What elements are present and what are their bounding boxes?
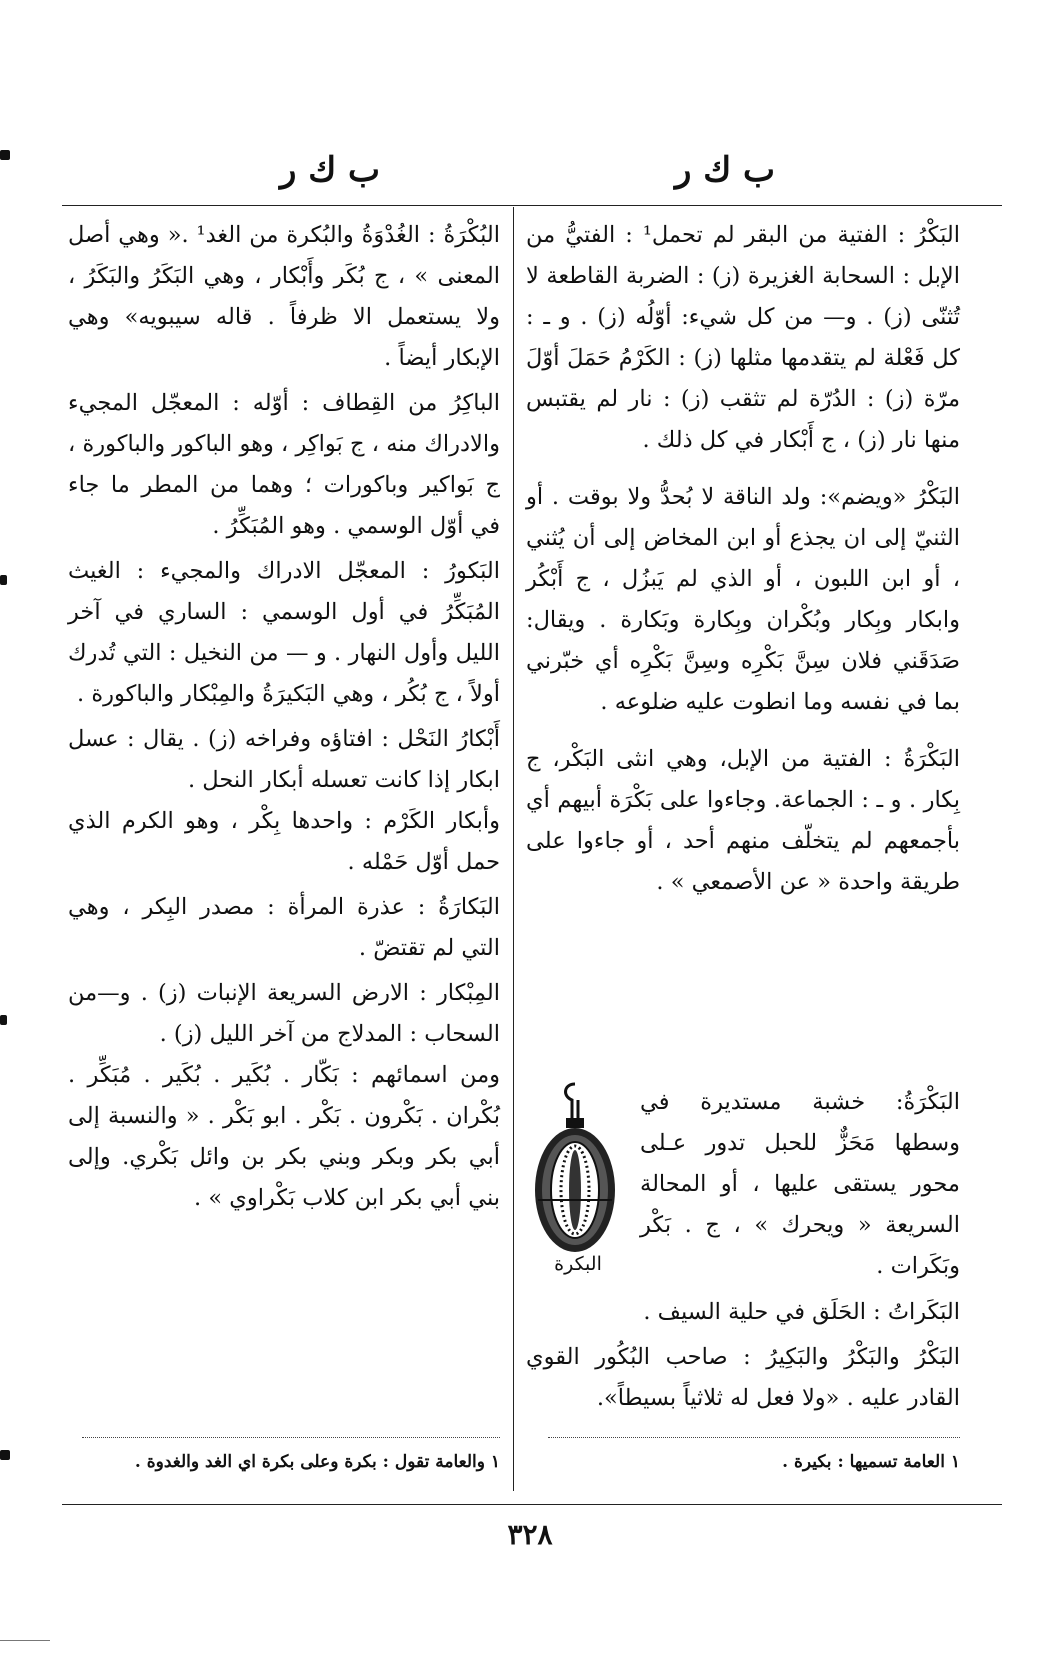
entry-bakr-2: البَكْرُ «ويضم»: ولد الناقة لا بُحدُّ ولا بوقت . أو الثنيّ إلى ان يجذع أو ابن المخاض إلى أن يُثني ، أو ابن اللبون ، أو الذي لم يَبزُل ، ج أَبْكُر وابكار وبِكار وبُكْران وبِكارة وبَكارة . ويقال: صَدَقَني فلان سِنَّ بَكْرِه وسِنَّ بَكْرِه أي خبّرني بما في نفسه وما انطوت عليه ضلوعه . xyxy=(526,484,960,715)
scan-mark xyxy=(0,1450,10,1460)
entry-abkar-nahl: أَبْكارُ النَحْل : افتاؤه وفراخه (ز) . يقال : عسل ابكار إذا كانت تعسله أبكار النحل . xyxy=(68,726,500,793)
scan-mark xyxy=(0,1015,7,1025)
entry-bakir-fruit: الباكِرُ من القِطاف : أوّله : المعجّل المجيء والادراك منه ، ج بَواكِر ، وهو الباكور والباكورة ، ج بَواكير وباكورات ؛ وهما من المطر ما جاء في أوّل الوسمي . وهو المُبَكِّرُ . xyxy=(68,390,500,539)
entry-bakr-1: البَكْرُ : الفتية من البقر لم تحمل¹ : الفتيُّ من الإبل : السحابة الغزيرة (ز) : الضربة القاطعة لا تُثنّى (ز) . و— من كل شيء: أوّلُه (ز) . و ـ : كل فَعْلة لم يتقدمها مثلها (ز) : الكَرْمُ حَمَلَ أوّلَ مرّة (ز) : الدُرّة لم تثقب (ز) : نار لم يقتبس منها نار (ز) ، ج أَبْكار في كل ذلك . xyxy=(526,222,960,453)
scan-edge-line xyxy=(0,1640,50,1641)
scan-mark xyxy=(0,575,7,585)
pulley-caption: البكرة xyxy=(554,1253,602,1275)
footnote-rule-left xyxy=(82,1437,500,1438)
header-rule xyxy=(62,205,1002,206)
entry-bakarat: البَكَراتُ : الحَلَق في حلية السيف . xyxy=(643,1299,960,1325)
right-column xyxy=(526,215,960,903)
pulley-illustration xyxy=(520,1080,630,1265)
page-number: ٣٢٨ xyxy=(507,1518,553,1551)
footnote-right: ١ العامة تسميها : بكيرة . xyxy=(782,1452,960,1472)
right-column-continued xyxy=(526,1292,960,1419)
running-header-left: ب ك ر xyxy=(279,150,381,190)
left-column xyxy=(68,215,500,1219)
entry-abkar-karm: وأبكار الكَرْم : واحدها بِكْر ، وهو الكرم الذي حمل أوّل حَمْله . xyxy=(68,808,500,875)
entry-names: ومن اسمائهم : بَكّار . بُكَير . بُكَير . مُبَكِّر . بُكْران . بَكْرون . بَكْر . ابو بَكْر . « والنسبة إلى أبي بكر وبكر وبني بكر بن وائل بَكْري. وإلى بني أبي بكر ابن كلاب بَكْراوي » . xyxy=(68,1062,500,1211)
entry-bakara: البَكارَةُ : عذرة المرأة : مصدر البِكر ، وهي التي لم تقتضّ . xyxy=(68,894,500,961)
scan-mark xyxy=(0,150,10,160)
entry-bakra-pulley: البَكْرَةُ: خشبة مستديرة في وسطها مَحَزٌّ للحبل تدور عـلى محور يستقى عليها ، أو المحالة السريعة « ويحرك » ، ج . بَكْر وبَكَرات . xyxy=(640,1089,960,1279)
running-header-right: ب ك ر xyxy=(674,150,776,190)
column-divider xyxy=(513,207,514,1491)
footnote-left: ١ والعامة تقول : بكرة وعلى بكرة اي الغد والغدوة . xyxy=(134,1452,500,1472)
entry-bakra-1: البَكْرَةُ : الفتية من الإبل، وهي انثى البَكْر، ج بِكار . و ـ : الجماعة. وجاءوا على بَكْرَة أبيهم أي بأجمعهم لم يتخلّف منهم أحد ، أو جاءوا على طريقة واحدة « عن الأصمعي » . xyxy=(526,746,960,895)
entry-bukra: البُكْرَةُ : الغُدْوَةُ والبُكرة من الغد¹ .« وهي أصل المعنى » ، ج بُكَر وأَبْكار ، وهي البَكَرُ والبَكَرُ ، ولا يستعمل الا ظرفاً . قاله سيبويه» وهي الإبكار أيضاً . xyxy=(68,222,500,371)
entry-bakur: البَكورُ : المعجّل الادراك والمجيء : الغيث المُبَكِّرُ في أول الوسمي : الساري في آخر الليل وأول النهار . و — من النخيل : التي تُدرك أولاً ، ج بُكُر ، وهي البَكيرَةُ والمِبْكار والباكورة . xyxy=(68,558,500,707)
entry-mibkar: المِبْكار : الارض السريعة الإنبات (ز) . و—من السحاب : المدلاج من آخر الليل (ز) . xyxy=(68,980,500,1047)
footer-rule xyxy=(62,1504,1002,1505)
entry-bakir: البَكْرُ والبَكْرُ والبَكِيرُ : صاحب البُكُور القوي القادر عليه . «ولا فعل له ثلاثياً بسيطاً». xyxy=(526,1344,960,1411)
footnote-rule-right xyxy=(548,1437,960,1438)
